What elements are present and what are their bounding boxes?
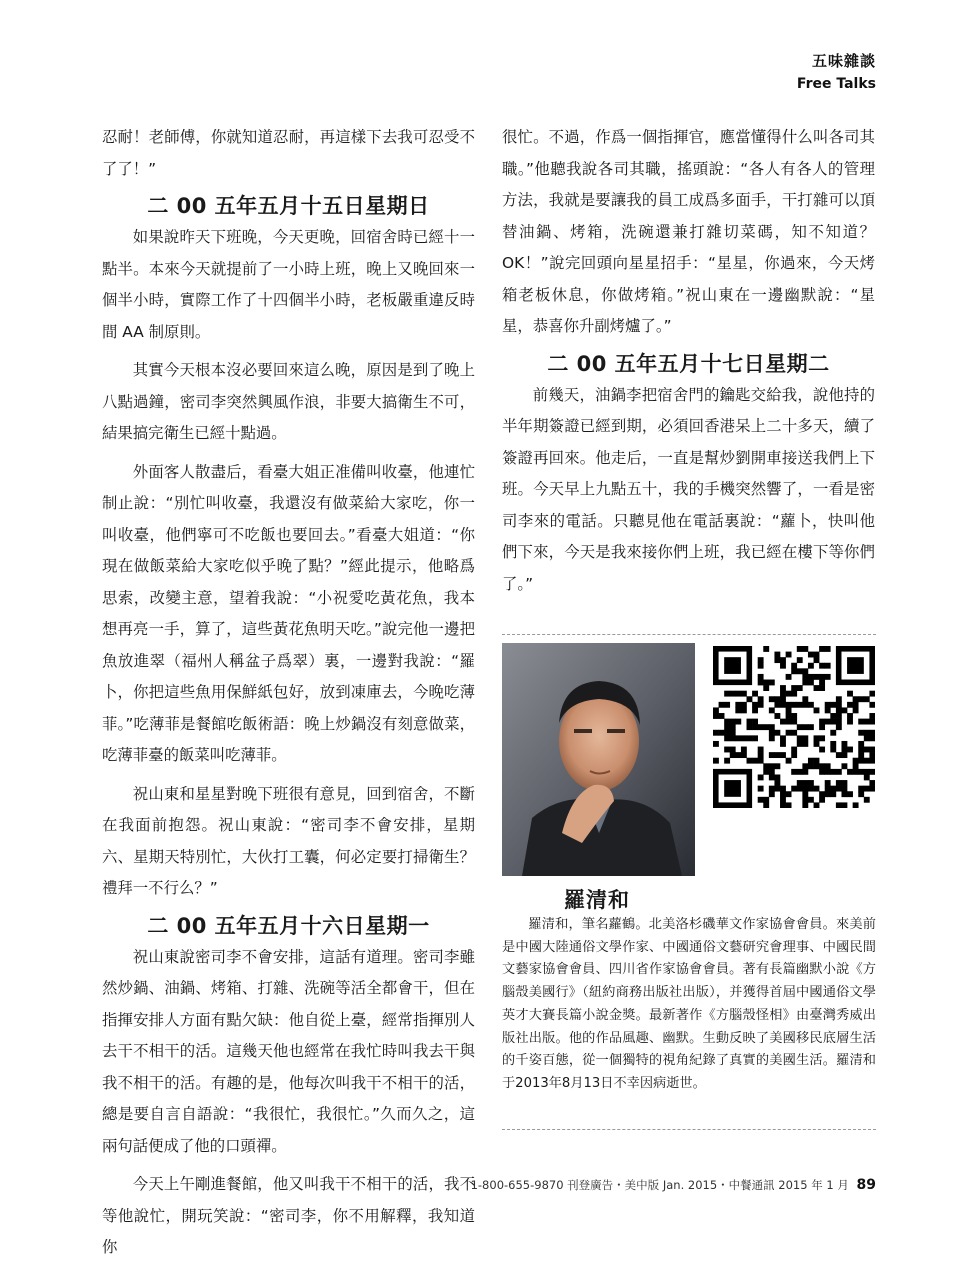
author-name: 羅清和 [564,888,630,912]
paragraph: 祝山東說密司李不會安排，這話有道理。密司李雖然炒鍋、油鍋、烤箱、打雜、洗碗等活全都會干，但在指揮安排人方面有點欠缺：他自從上臺，經常指揮別人去干不相干的活。這幾天他也經常在我忙時叫我去干與我不相干的活。有趣的是，他每次叫我干不相干的活，總是要自言自語說：“我很忙，我很忙。”久而久之，這兩句話便成了他的口頭禪。 [102,947,475,1155]
page-footer [471,1177,876,1193]
author-bio: 羅清和，筆名蘿鶴。北美洛杉磯華文作家協會會員。來美前是中國大陸通俗文學作家、中國通俗文藝研究會理事、中國民間文藝家協會會員、四川省作家協會會員。著有長篇幽默小說《方腦殼美國行》（紐約商務出版社出版），并獲得首屆中國通俗文學英才大賽長篇小說金獎。最新著作《方腦殼怪相》由臺灣秀威出版社出版。他的作品風趣、幽默。生動反映了美國移民底層生活的千姿百態，從一個獨特的視角紀錄了真實的美國生活。羅清和于2013年8月13日不幸因病逝世。 [502,917,876,1091]
dashed-divider [502,1129,876,1130]
footer-info: 1-800-655-9870 刊登廣告・美中版 Jan. 2015・中餐通訊 2015 年 1 月 [470,1178,849,1192]
paragraph: 忍耐！老師傅，你就知道忍耐，再這樣下去我可忍受不了了！” [102,128,475,178]
section-header [797,50,876,92]
diary-date-heading: 二 00 五年五月十七日星期二 [547,351,830,376]
qr-code [713,646,875,808]
section-title-en: Free Talks [796,76,876,92]
left-column [102,122,475,1264]
right-column [502,122,875,600]
section-title-cn: 五味雜談 [811,52,876,70]
paragraph: 很忙。不過，作爲一個指揮官，應當懂得什么叫各司其職。”他聽我說各司其職，搖頭說：“各人有各人的管理方法，我就是要讓我的員工成爲多面手，干打雜可以頂替油鍋、烤箱，洗碗還兼打雜切菜碼，知不知道？OK！”說完回頭向星星招手：“星星，你過來，今天烤箱老板休息，你做烤箱。”祝山東在一邊幽默說：“星星，恭喜你升副烤爐了。” [502,128,875,335]
paragraph: 今天上午剛進餐館，他又叫我干不相干的活，我不等他說忙，開玩笑說：“密司李，你不用解釋，我知道你 [102,1175,475,1256]
paragraph: 外面客人散盡后，看臺大姐正准備叫收臺，他連忙制止說：“別忙叫收臺，我還沒有做菜給大家吃，你一叫收臺，他們寧可不吃飯也要回去。”看臺大姐道：“你現在做飯菜給大家吃似乎晚了點？”經此提示，他略爲思索，改變主意，望着我說：“小祝愛吃黃花魚，我本想再亮一手，算了，這些黃花魚明天吃。”說完他一邊把魚放進翠（福州人稱盆子爲翠）裏，一邊對我說：“羅卜，你把這些魚用保鮮紙包好，放到凍庫去，今晚吃薄菲。”吃薄菲是餐館吃飯術語：晚上炒鍋沒有刻意做菜，吃薄菲臺的飯菜叫吃薄菲。 [102,462,475,764]
diary-date-heading: 二 00 五年五月十六日星期一 [147,913,430,938]
paragraph: 如果說昨天下班晚，今天更晚，回宿舍時已經十一點半。本來今天就提前了一小時上班，晚上又晚回來一個半小時，實際工作了十四個半小時，老板嚴重違反時間 AA 制原則。 [102,228,475,341]
dashed-divider [502,634,876,635]
paragraph: 祝山東和星星對晚下班很有意見，回到宿舍，不斷在我面前抱怨。祝山東說：“密司李不會安排，星期六、星期天特別忙，大伙打工囊，何必定要打掃衛生？禮拜一不行么？” [102,784,475,897]
page-number: 89 [856,1177,876,1193]
paragraph: 前幾天，油鍋李把宿舍門的鑰匙交給我，說他持的半年期簽證已經到期，必須回香港呆上二十多天，續了簽證再回來。他走后，一直是幫炒劉開車接送我們上下班。今天早上九點五十，我的手機突然響了，一看是密司李來的電話。只聽見他在電話裏說：“蘿卜，快叫他們下來，今天是我來接你們上班，我已經在樓下等你們了。” [502,385,875,593]
paragraph: 其實今天根本沒必要回來這么晚，原因是到了晚上八點過鐘，密司李突然興風作浪，非要大搞衛生不可，結果搞完衛生已經十點過。 [102,361,475,442]
diary-date-heading: 二 00 五年五月十五日星期日 [147,194,430,218]
author-photo [502,643,695,876]
